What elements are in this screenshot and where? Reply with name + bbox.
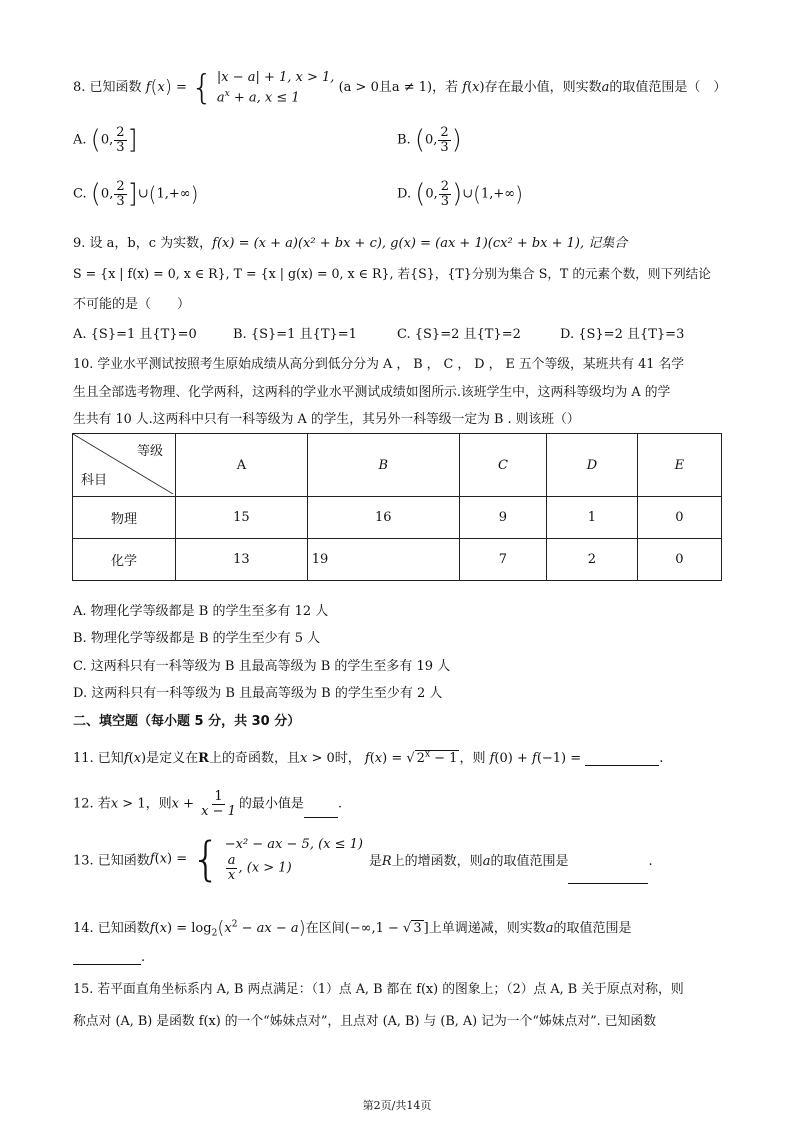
- header-b: B: [307, 434, 459, 497]
- corner-bottom-label: 科目: [81, 473, 108, 488]
- q9-option-c[interactable]: C. {S}=2 且{T}=2: [397, 327, 521, 342]
- q14: 14. 已知函数$f(x) = \log_2(x^2$ − ax − a)在区间(−∞,1 − √ 3 ]上单调递减，则实数a的取值范围是: [73, 917, 632, 939]
- q8-piece1: |x − a| + 1, x > 1,: [216, 70, 335, 85]
- section-title: 二、填空题（每小题 5 分，共 30 分）: [73, 714, 301, 729]
- q11: 11. 已知f(x)是定义在R上的奇函数，且x > 0时， f(x) = √ $2^x - 1$ ，则 f(0) + f(−1) = .: [73, 749, 664, 766]
- q12: 12. 若x > 1，则x + $\frac{1}{x - 1}$ 的最小值是 .: [73, 789, 343, 819]
- q10-line1: 10. 学业水平测试按照考生原始成绩从高分到低分分为 A ， B ， C ， D ， E 五个等级，某班共有 41 名学: [73, 357, 685, 372]
- q8-stem: 8. 已知函数 f(x) = { |x − a| + 1, x > 1, $a^x + a$, x ≤ 1 (a > 0且a ≠ 1)，若 f(x)存在最小值，则实数a的取值范围是（ ）: [73, 67, 727, 108]
- header-e: E: [637, 434, 721, 497]
- q14-answer-line: .: [73, 950, 145, 965]
- q14-answer-blank[interactable]: [73, 964, 141, 965]
- header-c: C: [459, 434, 546, 497]
- q11-answer-blank[interactable]: [585, 765, 659, 766]
- q8-piece2: $a^x + a$, x ≤ 1: [216, 88, 300, 105]
- q9-option-d[interactable]: D. {S}=2 且{T}=3: [560, 327, 685, 342]
- q10-option-c[interactable]: C. 这两科只有一科等级为 B 且最高等级为 B 的学生至多有 19 人: [73, 659, 451, 674]
- page-footer: 第2页/共14页: [362, 1099, 432, 1112]
- q10-line2: 生且全部选考物理、化学两科，这两科的学业水平测试成绩如图所示.该班学生中，这两科等级均为 A 的学: [73, 385, 671, 400]
- q8-fx: f: [145, 80, 151, 96]
- q15-line1: 15. 若平面直角坐标系内 A, B 两点满足：（1）点 A, B 都在 f(x) 的图象上；（2）点 A, B 关于原点对称，则: [73, 982, 684, 997]
- header-a: A: [176, 434, 308, 497]
- grade-table: [72, 433, 722, 581]
- table-corner: [73, 434, 176, 497]
- q13-answer-blank[interactable]: [568, 883, 648, 884]
- q8-cond: (a > 0且a ≠ 1): [338, 80, 433, 96]
- q9-line1: 9. 设 a，b，c 为实数，f(x) = (x + a)(x² + bx + c), g(x) = (ax + 1)(cx² + bx + 1), 记集合: [73, 236, 628, 251]
- q8-option-b[interactable]: B. (0, $\frac{2}{3}$ ): [397, 125, 462, 156]
- q9-option-a[interactable]: A. {S}=1 且{T}=0: [73, 327, 197, 342]
- q10-option-b[interactable]: B. 物理化学等级都是 B 的学生至少有 5 人: [73, 631, 321, 646]
- q10-option-d[interactable]: D. 这两科只有一科等级为 B 且最高等级为 B 的学生至少有 2 人: [73, 686, 443, 701]
- table-row: 化学 13 19 7 2 0: [73, 539, 722, 581]
- q10-option-a[interactable]: A. 物理化学等级都是 B 的学生至多有 12 人: [73, 604, 329, 619]
- q10-line3: 生共有 10 人.这两科中只有一科等级为 A 的学生，其另外一科等级一定为 B . 则该班（）: [73, 412, 580, 427]
- header-d: D: [547, 434, 638, 497]
- q9-line2: S = {x | f(x) = 0, x ∈ R}, T = {x | g(x) = 0, x ∈ R}, 若{S}，{T}分别为集合 S，T 的元素个数，则下列结论: [73, 266, 711, 281]
- q9-line3: 不可能的是（ ）: [73, 297, 191, 312]
- corner-top-label: 等级: [136, 444, 163, 459]
- q8-option-a[interactable]: A. (0, $\frac{2}{3}$ ]: [73, 125, 138, 156]
- q13: 13. 已知函数f(x) = { −x² − ax − 5, (x ≤ 1) $\frac{a}{x}$ , (x > 1) 是R上的增函数，则a的取值范围是 .: [73, 832, 653, 887]
- table-row: 物理 15 16 9 1 0: [73, 497, 722, 539]
- q8-option-c[interactable]: C. (0, $\frac{2}{3}$ ]∪(1,+∞): [73, 179, 199, 210]
- q12-answer-blank[interactable]: [304, 817, 338, 818]
- q8-brace: {: [191, 67, 213, 108]
- q8-lead: 8. 已知函数: [73, 80, 142, 96]
- q8-option-d[interactable]: D. (0, $\frac{2}{3}$ )∪(1,+∞): [397, 179, 523, 210]
- q15-line2: 称点对 (A, B) 是函数 f(x) 的一个“姊妹点对”，且点对 (A, B) 与 (B, A) 记为一个“姊妹点对”. 已知函数: [73, 1014, 656, 1029]
- q9-option-b[interactable]: B. {S}=1 且{T}=1: [233, 327, 357, 342]
